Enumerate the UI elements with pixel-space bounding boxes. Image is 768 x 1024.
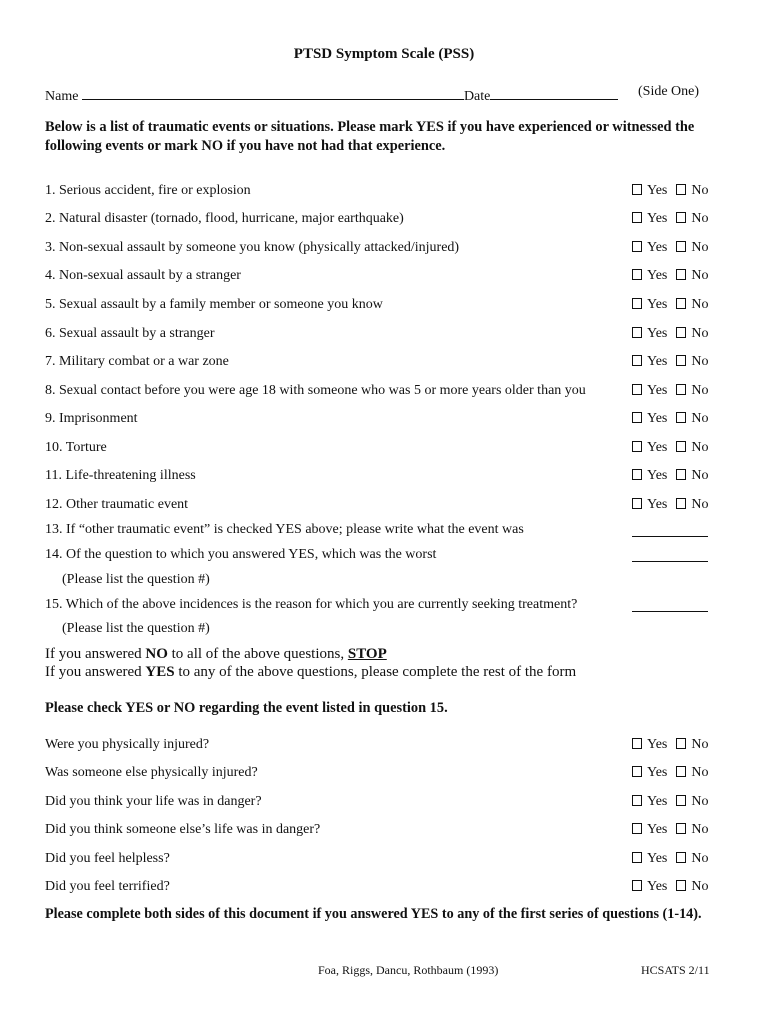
followup-item-1-options [632,737,709,753]
followup-item-1-no-checkbox[interactable] [676,738,686,749]
followup-item-4-text: Did you think someone else’s life was in danger? [45,822,321,837]
event-item-4-yes-label: Yes [647,268,668,283]
event-item-3-options [632,240,709,256]
event-item-4-no-checkbox[interactable] [676,269,686,280]
question-15-note: (Please list the question #) [62,621,210,636]
event-item-3-yes-checkbox[interactable] [632,241,642,252]
event-item-5-no-label: No [691,297,709,312]
event-item-8-no-checkbox[interactable] [676,384,686,395]
followup-item-3-options [632,794,709,810]
date-field[interactable] [490,84,618,100]
event-item-7-text: 7. Military combat or a war zone [45,354,229,369]
event-item-4-no-label: No [691,268,709,283]
event-item-8-options [632,383,709,399]
event-item-9-options [632,411,709,427]
page-title: PTSD Symptom Scale (PSS) [293,46,475,62]
event-item-2-no-checkbox[interactable] [676,212,686,223]
event-item-11-no-checkbox[interactable] [676,469,686,480]
section2-heading: Please check YES or NO regarding the event listed in question 15. [45,700,448,716]
event-item-6-yes-label: Yes [647,326,668,341]
followup-item-1-no-label: No [691,737,709,752]
event-item-9-no-label: No [691,411,709,426]
event-item-6-text: 6. Sexual assault by a stranger [45,326,215,341]
followup-item-5-yes-checkbox[interactable] [632,852,642,863]
name-label: Name [45,89,79,104]
event-item-9-no-checkbox[interactable] [676,412,686,423]
stop-word: STOP [347,646,387,662]
closing-note: Please complete both sides of this document if you answered YES to any of the first series of questions (1-14). [45,906,702,922]
event-item-10-no-label: No [691,440,709,455]
event-item-11-yes-checkbox[interactable] [632,469,642,480]
event-item-8-text: 8. Sexual contact before you were age 18 with someone who was 5 or more years older than you [45,383,586,398]
continue-yes-word: YES [145,664,175,680]
followup-item-6-yes-label: Yes [647,879,668,894]
followup-item-4-no-checkbox[interactable] [676,823,686,834]
event-item-10-no-checkbox[interactable] [676,441,686,452]
event-item-1-yes-label: Yes [647,183,668,198]
event-item-7-yes-checkbox[interactable] [632,355,642,366]
followup-item-5-no-label: No [691,851,709,866]
followup-item-4-no-label: No [691,822,709,837]
event-item-3-no-label: No [691,240,709,255]
event-item-7-options [632,354,709,370]
followup-item-3-no-checkbox[interactable] [676,795,686,806]
followup-item-5-no-checkbox[interactable] [676,852,686,863]
followup-item-6-text: Did you feel terrified? [45,879,170,894]
followup-item-3-no-label: No [691,794,709,809]
event-item-10-yes-checkbox[interactable] [632,441,642,452]
event-item-9-yes-label: Yes [647,411,668,426]
followup-item-1-yes-label: Yes [647,737,668,752]
question-13: 13. If “other traumatic event” is checked YES above; please write what the event was [45,522,524,537]
event-item-2-yes-label: Yes [647,211,668,226]
followup-item-1-text: Were you physically injured? [45,737,210,752]
event-item-7-no-checkbox[interactable] [676,355,686,366]
event-item-8-yes-checkbox[interactable] [632,384,642,395]
event-item-6-no-checkbox[interactable] [676,327,686,338]
intro-instructions: Below is a list of traumatic events or situations. Please mark YES if you have experienced or witnessed the following events or mark NO if you have not had that experience. [45,119,695,154]
event-item-12-options [632,497,709,513]
event-item-6-yes-checkbox[interactable] [632,327,642,338]
stop-prefix: If you answered [45,646,146,662]
event-item-5-yes-checkbox[interactable] [632,298,642,309]
followup-item-6-yes-checkbox[interactable] [632,880,642,891]
event-item-1-text: 1. Serious accident, fire or explosion [45,183,251,198]
side-label: (Side One) [638,84,700,99]
followup-item-2-options [632,765,709,781]
followup-item-3-yes-checkbox[interactable] [632,795,642,806]
event-item-1-yes-checkbox[interactable] [632,184,642,195]
event-item-12-no-checkbox[interactable] [676,498,686,509]
event-item-1-options [632,183,709,199]
event-item-10-yes-label: Yes [647,440,668,455]
followup-item-5-options [632,851,709,867]
continue-prefix: If you answered [45,664,146,680]
event-item-4-options [632,268,709,284]
footer-citation: Foa, Riggs, Dancu, Rothbaum (1993) [318,963,499,977]
event-item-4-text: 4. Non-sexual assault by a stranger [45,268,241,283]
event-item-2-text: 2. Natural disaster (tornado, flood, hurricane, major earthquake) [45,211,404,226]
event-item-7-yes-label: Yes [647,354,668,369]
event-item-1-no-checkbox[interactable] [676,184,686,195]
answer-14-field[interactable] [632,547,708,562]
followup-item-2-no-checkbox[interactable] [676,766,686,777]
followup-item-6-options [632,879,709,895]
followup-item-5-yes-label: Yes [647,851,668,866]
event-item-11-options [632,468,709,484]
followup-item-6-no-checkbox[interactable] [676,880,686,891]
followup-item-6-no-label: No [691,879,709,894]
event-item-12-yes-label: Yes [647,497,668,512]
event-item-1-no-label: No [691,183,709,198]
continue-suffix: to any of the above questions, please complete the rest of the form [174,664,577,680]
name-field[interactable] [82,84,464,100]
answer-15-field[interactable] [632,597,708,612]
event-item-2-options [632,211,709,227]
event-item-7-no-label: No [691,354,709,369]
event-item-12-no-label: No [691,497,709,512]
event-item-4-yes-checkbox[interactable] [632,269,642,280]
event-item-3-no-checkbox[interactable] [676,241,686,252]
footer-code: HCSATS 2/11 [641,963,710,977]
followup-item-1-yes-checkbox[interactable] [632,738,642,749]
followup-item-3-yes-label: Yes [647,794,668,809]
followup-item-3-text: Did you think your life was in danger? [45,794,262,809]
followup-item-2-yes-checkbox[interactable] [632,766,642,777]
event-item-3-text: 3. Non-sexual assault by someone you know (physically attacked/injured) [45,240,460,255]
event-item-2-yes-checkbox[interactable] [632,212,642,223]
event-item-11-text: 11. Life-threatening illness [45,468,196,483]
event-item-9-text: 9. Imprisonment [45,411,138,426]
event-item-5-text: 5. Sexual assault by a family member or someone you know [45,297,383,312]
event-item-10-text: 10. Torture [45,440,107,455]
event-item-5-options [632,297,709,313]
followup-item-2-text: Was someone else physically injured? [45,765,258,780]
event-item-9-yes-checkbox[interactable] [632,412,642,423]
event-item-3-yes-label: Yes [647,240,668,255]
stop-instruction [45,646,387,663]
event-item-10-options [632,440,709,456]
event-item-11-no-label: No [691,468,709,483]
continue-instruction [45,664,576,681]
followup-item-4-yes-label: Yes [647,822,668,837]
event-item-6-no-label: No [691,326,709,341]
answer-13-field[interactable] [632,522,708,537]
event-item-5-yes-label: Yes [647,297,668,312]
event-item-8-yes-label: Yes [647,383,668,398]
followup-item-2-yes-label: Yes [647,765,668,780]
question-15: 15. Which of the above incidences is the reason for which you are currently seeking treatment? [45,597,578,612]
question-14: 14. Of the question to which you answered YES, which was the worst [45,547,437,562]
event-item-2-no-label: No [691,211,709,226]
event-item-8-no-label: No [691,383,709,398]
stop-middle: to all of the above questions, [167,646,348,662]
event-item-12-text: 12. Other traumatic event [45,497,189,512]
followup-item-5-text: Did you feel helpless? [45,851,170,866]
date-label: Date [463,89,491,104]
followup-item-2-no-label: No [691,765,709,780]
event-item-5-no-checkbox[interactable] [676,298,686,309]
event-item-11-yes-label: Yes [647,468,668,483]
stop-no-word: NO [145,646,168,662]
followup-item-4-options [632,822,709,838]
event-item-6-options [632,326,709,342]
event-item-12-yes-checkbox[interactable] [632,498,642,509]
followup-item-4-yes-checkbox[interactable] [632,823,642,834]
question-14-note: (Please list the question #) [62,572,210,587]
name-row [45,84,618,105]
